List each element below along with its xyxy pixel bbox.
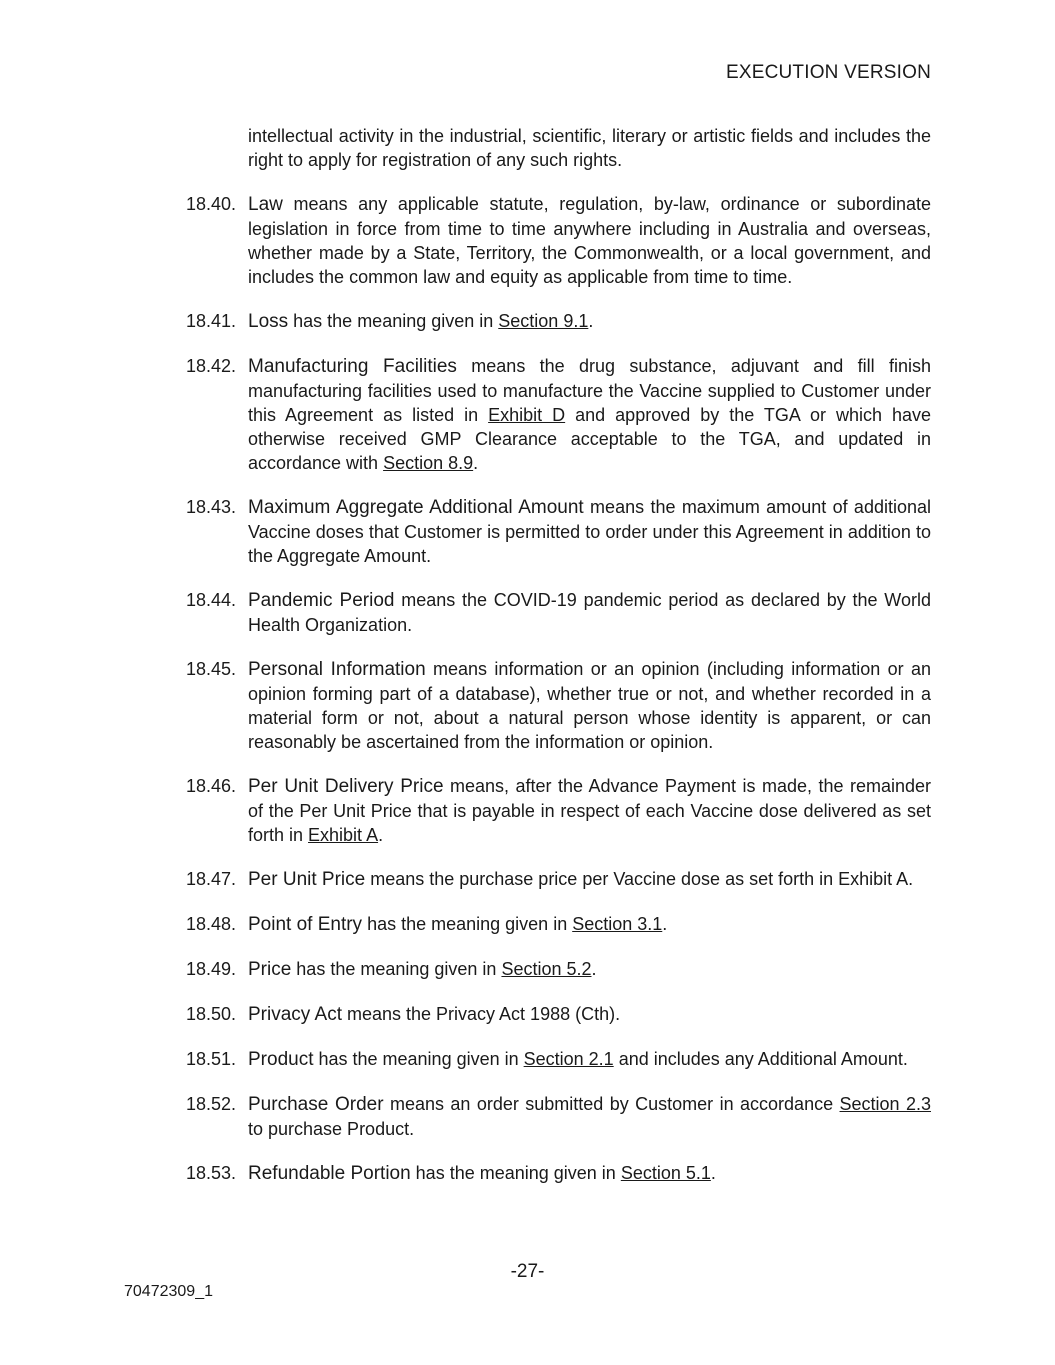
definition-term: Refundable Portion [248, 1163, 411, 1184]
definition-18-42 [186, 354, 931, 475]
definition-text: has the meaning given in [410, 1163, 621, 1183]
section-reference-link[interactable]: Section 8.9 [383, 453, 474, 473]
definition-number: 18.41. [186, 311, 237, 331]
definition-number: 18.48. [186, 914, 237, 934]
definition-term: Privacy Act [248, 1004, 342, 1025]
definition-text: means any applicable statute, regulation, by-law, ordinance or subordinate legislation in force from time to time anywhere including in Australia and overseas, whether made by a State, Territory, the Commonwealth, or a local government, and includes the common law and equity as applicable from time to time. [248, 194, 931, 287]
section-reference-link[interactable]: Section 9.1 [498, 311, 589, 331]
definition-18-40 [186, 192, 931, 289]
definition-18-49 [186, 957, 931, 982]
definition-number: 18.45. [186, 659, 237, 679]
definition-number: 18.46. [186, 776, 237, 796]
definition-tail: . [588, 311, 594, 331]
definition-text: has the meaning given in [291, 959, 502, 979]
definition-18-44 [186, 588, 931, 637]
definition-18-50 [186, 1002, 931, 1027]
definition-term: Purchase Order [248, 1094, 384, 1115]
definition-tail: . [473, 453, 479, 473]
definition-number: 18.49. [186, 959, 237, 979]
definition-text: means an order submitted by Customer in accordance [383, 1094, 840, 1114]
definition-18-52 [186, 1092, 931, 1141]
definition-middle: and approved by the TGA or which have otherwise received GMP Clearance acceptable to the TGA, and updated in accordance with [248, 405, 931, 473]
definition-term: Pandemic Period [248, 590, 395, 611]
definition-text: means the drug substance, adjuvant and fill finish manufacturing facilities used to manufacture the Vaccine supplied to Customer under this Agreement as listed in [248, 356, 931, 425]
page-number: -27- [510, 1261, 545, 1282]
definition-18-43 [186, 495, 931, 568]
definition-text: means the maximum amount of additional Vaccine doses that Customer is permitted to order under this Agreement in addition to the Aggregate Amount. [248, 497, 931, 566]
definition-text: means, after the Advance Payment is made, the remainder of the Per Unit Price that is payable in respect of each Vaccine dose delivered as set forth in [248, 776, 931, 845]
definition-term: Maximum Aggregate Additional Amount [248, 497, 584, 518]
definition-tail: . [591, 959, 597, 979]
continuation-paragraph: intellectual activity in the industrial, scientific, literary or artistic fields and includes the right to apply for registration of any such rights. [248, 126, 931, 170]
definition-text: has the meaning given in [288, 311, 499, 331]
definition-tail: . [662, 914, 668, 934]
definition-number: 18.51. [186, 1049, 237, 1069]
definition-tail: . [710, 1163, 716, 1183]
definition-text: means the COVID-19 pandemic period as declared by the World Health Organization. [248, 590, 931, 635]
definition-text: means information or an opinion (including information or an opinion forming part of a database), whether true or not, and whether recorded in a material form or not, about a natural person whose identity is apparent, or can reasonably be ascertained from the information or opinion. [248, 659, 931, 752]
definition-term: Per Unit Delivery Price [248, 776, 444, 797]
document-id: 70472309_1 [124, 1283, 213, 1300]
definitions-list [186, 192, 931, 1206]
definition-text: has the meaning given in [362, 914, 573, 934]
definition-number: 18.43. [186, 497, 237, 517]
exhibit-reference-link[interactable]: Exhibit A [308, 825, 379, 845]
section-reference-link[interactable]: Section 5.2 [501, 959, 592, 979]
definition-term: Law [248, 194, 283, 215]
definition-18-47 [186, 867, 931, 892]
section-reference-link[interactable]: Section 2.1 [523, 1049, 614, 1069]
definition-18-46 [186, 774, 931, 847]
definition-tail: . [378, 825, 384, 845]
definition-term: Manufacturing Facilities [248, 356, 457, 377]
definition-term: Product [248, 1049, 314, 1070]
definition-number: 18.47. [186, 869, 237, 889]
definition-term: Loss [248, 311, 289, 332]
definition-text: means the Privacy Act 1988 (Cth). [341, 1004, 621, 1024]
definition-number: 18.42. [186, 356, 237, 376]
definition-18-45 [186, 657, 931, 754]
definition-number: 18.44. [186, 590, 237, 610]
definition-term: Price [248, 959, 292, 980]
definition-18-48 [186, 912, 931, 937]
section-reference-link[interactable]: Section 3.1 [572, 914, 663, 934]
definition-number: 18.40. [186, 194, 237, 214]
exhibit-reference-link[interactable]: Exhibit D [488, 405, 566, 425]
definition-tail: and includes any Additional Amount. [613, 1049, 908, 1069]
definition-term: Point of Entry [248, 914, 363, 935]
execution-version-header: EXECUTION VERSION [725, 62, 931, 83]
definition-18-53 [186, 1161, 931, 1186]
definition-term: Personal Information [248, 659, 426, 680]
section-reference-link[interactable]: Section 2.3 [839, 1094, 931, 1114]
definition-tail: to purchase Product. [248, 1119, 415, 1139]
definition-18-41 [186, 309, 931, 334]
definition-term: Per Unit Price [248, 869, 366, 890]
section-reference-link[interactable]: Section 5.1 [620, 1163, 711, 1183]
definition-text: has the meaning given in [313, 1049, 524, 1069]
definition-18-51 [186, 1047, 931, 1072]
definition-text: means the purchase price per Vaccine dose as set forth in Exhibit A. [365, 869, 914, 889]
definition-number: 18.53. [186, 1163, 237, 1183]
definition-number: 18.52. [186, 1094, 237, 1114]
definition-number: 18.50. [186, 1004, 237, 1024]
